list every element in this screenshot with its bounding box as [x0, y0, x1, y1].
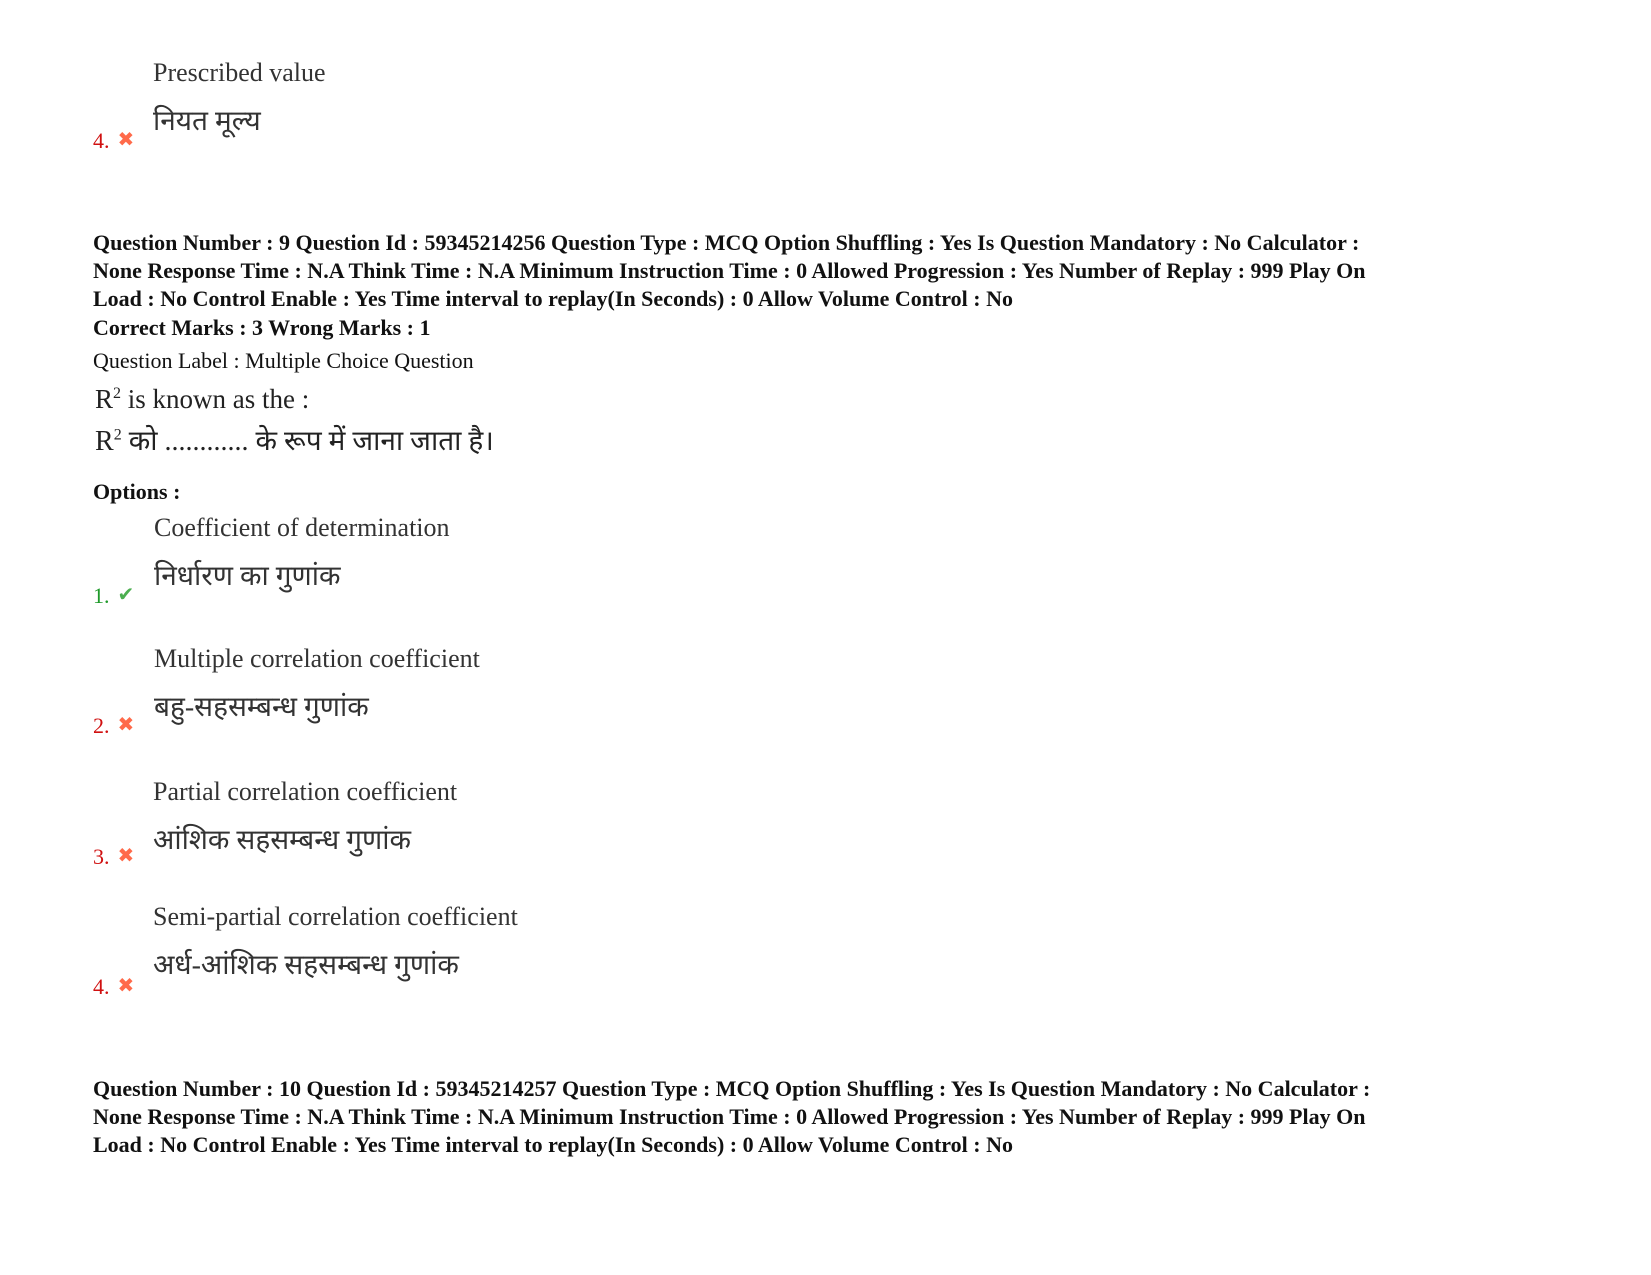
- option-3-hi: आंशिक सहसम्बन्ध गुणांक: [153, 825, 411, 856]
- question-9-meta-line-1: Question Number : 9 Question Id : 59345214256 Question Type : MCQ Option Shuffling : Yes Is Question Mandatory : No Calculator :: [93, 230, 1360, 255]
- stem-symbol: R: [95, 426, 114, 457]
- stem-text: is known as the :: [121, 384, 310, 414]
- option-1-hi: निर्धारण का गुणांक: [154, 561, 341, 592]
- stem-superscript: 2: [113, 426, 122, 444]
- options-heading: Options :: [93, 479, 181, 504]
- question-10-meta-line-2: None Response Time : N.A Think Time : N.A Minimum Instruction Time : 0 Allowed Progression : Yes Number of Replay : 999 Play On: [93, 1104, 1366, 1129]
- option-number-label: 4.: [93, 128, 110, 153]
- option-number-label: 2.: [93, 713, 110, 738]
- question-9-stem-en: [95, 384, 309, 415]
- stem-text: को ............ के रूप में जाना जाता है।: [121, 426, 494, 457]
- question-10-meta-line-3: Load : No Control Enable : Yes Time interval to replay(In Seconds) : 0 Allow Volume Control : No: [93, 1132, 1013, 1157]
- cross-icon: ✖: [117, 975, 135, 997]
- cross-icon: ✖: [117, 845, 135, 867]
- option-2-number: [93, 712, 134, 739]
- question-9-label: Question Label : Multiple Choice Question: [93, 348, 474, 373]
- prev-option-4-hi: नियत मूल्य: [153, 106, 261, 137]
- option-4-en: Semi-partial correlation coefficient: [153, 902, 518, 931]
- question-9-stem-hi: [95, 421, 494, 459]
- option-1-en: Coefficient of determination: [154, 513, 450, 542]
- option-2-en: Multiple correlation coefficient: [154, 644, 480, 673]
- question-9-meta-line-3: Load : No Control Enable : Yes Time interval to replay(In Seconds) : 0 Allow Volume Control : No: [93, 286, 1013, 311]
- option-4-hi: अर्ध-आंशिक सहसम्बन्ध गुणांक: [153, 950, 459, 981]
- option-4-number: [93, 973, 134, 1000]
- prev-option-4-number: [93, 127, 134, 154]
- question-9-meta-line-2: None Response Time : N.A Think Time : N.A Minimum Instruction Time : 0 Allowed Progression : Yes Number of Replay : 999 Play On: [93, 258, 1366, 283]
- cross-icon: ✖: [117, 129, 135, 151]
- option-number-label: 3.: [93, 844, 110, 869]
- option-number-label: 1.: [93, 583, 110, 608]
- option-2-hi: बहु-सहसम्बन्ध गुणांक: [154, 692, 369, 723]
- option-3-number: [93, 843, 134, 870]
- question-10-meta: [93, 1075, 1573, 1159]
- question-9-marks: Correct Marks : 3 Wrong Marks : 1: [93, 315, 431, 340]
- check-icon: ✔: [117, 584, 135, 606]
- stem-symbol: R: [95, 384, 114, 414]
- option-1-number: [93, 582, 134, 609]
- question-9-meta: [93, 229, 1573, 313]
- option-number-label: 4.: [93, 974, 110, 999]
- question-10-meta-line-1: Question Number : 10 Question Id : 59345214257 Question Type : MCQ Option Shuffling : Yes Is Question Mandatory : No Calculator :: [93, 1076, 1371, 1101]
- option-3-en: Partial correlation coefficient: [153, 777, 458, 806]
- prev-option-4-en: Prescribed value: [153, 58, 326, 87]
- cross-icon: ✖: [117, 714, 135, 736]
- stem-superscript: 2: [113, 385, 122, 402]
